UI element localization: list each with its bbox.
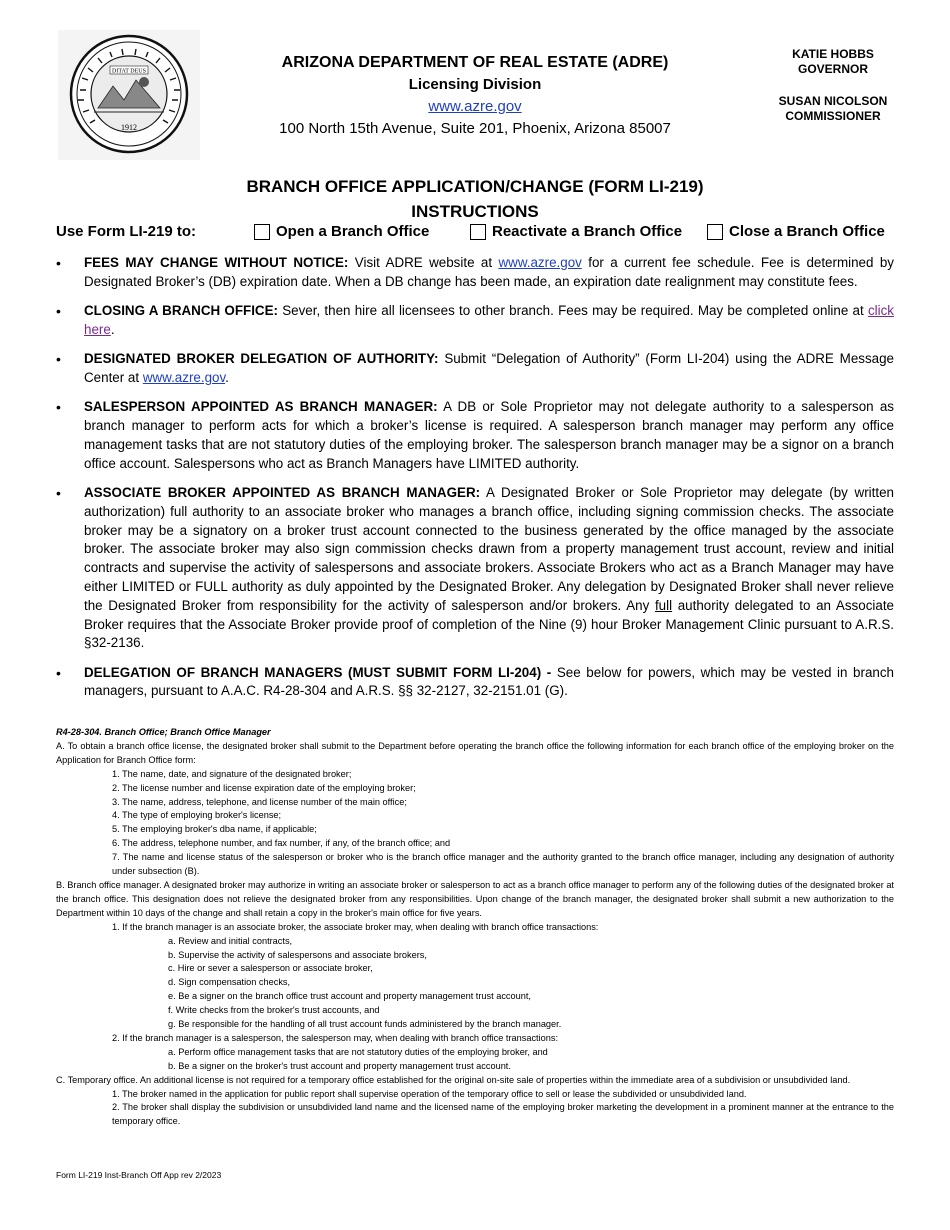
bullet-closing [56,302,894,340]
governor-title: GOVERNOR [797,62,868,76]
agency-address: 100 North 15th Avenue, Suite 201, Phoenix, Arizona 85007 [279,120,671,137]
rule-b1-item: a. Review and initial contracts, [168,935,293,946]
rule-a-item: 7. The name and license status of the salesperson or broker who is the branch office manager and the authority granted to the branch office manager, including any designation of authority under subsection (B). [112,852,894,877]
bullet-fees [56,254,894,292]
bullet-text: . [110,321,115,337]
full-emphasis: full [654,597,673,613]
option-close-branch[interactable] [707,223,885,240]
rule-b2-item: a. Perform office management tasks that are not statutory duties of the employing broker, and [168,1046,548,1057]
rule-b2: 2. If the branch manager is a salesperson, the salesperson may, when dealing with branch office transactions: [112,1032,559,1043]
use-form-row [56,223,906,245]
website-link[interactable]: www.azre.gov [428,98,522,115]
rule-section-b: B. Branch office manager. A designated broker may authorize in writing an associate broker or salesperson to act as a branch office manager to perform any of the following duties of the designated broker at the branch office. This designation does not relieve the designated broker from any responsibilities. Upon change of the branch manager, the designated broker shall submit a new authorization to the Department within 10 days of the change and shall retain a copy in the broker's main office for five years. [56,879,894,918]
option-open-branch[interactable] [254,223,429,240]
fees-website-link[interactable]: www.azre.gov [498,255,582,270]
rule-b1-item: b. Supervise the activity of salespersons and associate brokers, [168,949,427,960]
rule-title: R4-28-304. Branch Office; Branch Office Manager [56,727,271,737]
checkbox-reactivate-branch[interactable] [470,224,486,240]
bullet-icon: • [56,484,61,501]
bullet-associate [56,484,894,653]
commissioner-title: COMMISSIONER [785,109,881,123]
bullet-icon: • [56,255,61,271]
rule-r4-28-304 [56,726,894,1129]
rule-c-item: 2. The broker shall display the subdivision or unsubdivided land name and the licensed name of the employing broker marketing the development in a prominent manner at the entrance to the temporary office. [112,1102,894,1127]
commissioner-name: SUSAN NICOLSON [778,94,888,108]
instruction-bullets [56,254,894,712]
rule-b1-item: g. Be responsible for the handling of all trust account funds administered by the branch manager. [168,1019,562,1030]
click-here-link[interactable]: click here [84,303,894,337]
bullet-text: Submit “Delegation of Authority” (Form LI-204) using the ADRE Message Center at [84,351,894,385]
bullet-text: A DB or Sole Proprietor may not delegate authority to a salesperson as branch manager to perform acts for which a broker’s license is required. A salesperson branch manager may perform any office management tasks that are not statutory duties of the employing broker. The salesperson branch manager may be a signor on a branch office account. Salespersons who act as Branch Managers have LIMITED authority. [84,399,895,471]
use-form-lead: Use Form LI-219 to: [56,223,197,240]
option-reactivate-branch[interactable] [470,223,682,240]
rule-a-item: 5. The employing broker's dba name, if applicable; [112,824,317,835]
bullet-text: for a current fee schedule. Fee is determined by Designated Broker’s (DB) expiration date. When a DB change has been made, an expiration date realignment may constitute fees. [84,255,894,289]
form-title-line1: BRANCH OFFICE APPLICATION/CHANGE (FORM LI-219) [246,177,704,196]
rule-b1-item: f. Write checks from the broker's trust accounts, and [168,1005,380,1016]
message-center-link[interactable]: www.azre.gov [142,369,226,385]
governor-name: KATIE HOBBS [792,47,874,61]
rule-b1: 1. If the branch manager is an associate broker, the associate broker may, when dealing with branch office transactions: [112,921,599,932]
agency-header [250,52,700,140]
officials-block [760,47,906,124]
seal-motto: DITAT DEUS [112,68,146,75]
rule-b1-item: e. Be a signer on the branch office trust account and property management trust account, [168,991,531,1002]
checkbox-open-branch[interactable] [254,224,270,240]
bullet-heading: ASSOCIATE BROKER APPOINTED AS BRANCH MANAGER: [84,484,481,500]
rule-c-item: 1. The broker named in the application for public report shall supervise operation of the temporary office to sell or lease the subdivided or unsubdivided land. [112,1088,747,1099]
bullet-heading: DESIGNATED BROKER DELEGATION OF AUTHORITY: [84,351,439,367]
bullet-heading: FEES MAY CHANGE WITHOUT NOTICE: [84,255,349,270]
rule-section-c: C. Temporary office. An additional license is not required for a temporary office established for the original on-site sale of properties within the immediate area of a subdivision or unsubdivided land. [56,1074,851,1085]
seal-year: 1912 [121,123,137,132]
agency-name: ARIZONA DEPARTMENT OF REAL ESTATE (ADRE) [281,54,669,71]
bullet-managers [56,664,894,702]
form-title-line2: INSTRUCTIONS [411,202,539,221]
rule-b1-item: c. Hire or sever a salesperson or associate broker, [168,963,373,974]
checkbox-close-branch[interactable] [707,224,723,240]
bullet-heading: DELEGATION OF BRANCH MANAGERS (MUST SUBMIT FORM LI-204) - [84,664,552,680]
bullet-icon: • [56,303,61,320]
bullet-text: See below for powers, which may be vested in branch managers, pursuant to A.A.C. R4-28-304 and A.R.S. §§ 32-2127, 32-2151.01 (G). [84,664,894,699]
rule-b2-item: b. Be a signer on the broker's trust account and property management trust account. [168,1060,511,1071]
state-seal [58,30,200,160]
option-open-label: Open a Branch Office [276,223,430,240]
bullet-icon: • [56,399,61,416]
bullet-icon: • [56,664,61,681]
bullet-text: Sever, then hire all licensees to other branch. Fees may be required. May be completed online at [277,303,868,319]
bullet-heading: CLOSING A BRANCH OFFICE: [84,303,278,319]
division-name: Licensing Division [408,76,542,93]
rule-section-a: A. To obtain a branch office license, the designated broker shall submit to the Department before operating the branch office the following information for each branch office of the employing broker on the Application for Branch Office form: [56,740,894,765]
rule-a-item: 6. The address, telephone number, and fax number, if any, of the branch office; and [112,838,451,849]
rule-b1-item: d. Sign compensation checks, [168,977,291,988]
rule-a-item: 3. The name, address, telephone, and license number of the main office; [112,796,407,807]
bullet-text: authority delegated to an Associate Broker requires that the Associate Broker provide proof of completion of the Nine (9) hour Broker Management Clinic pursuant to A.R.S. §32-2136. [84,597,894,651]
bullet-delegation [56,350,894,388]
bullet-icon: • [56,351,61,368]
bullet-text: . [225,369,229,385]
form-title [0,174,950,224]
bullet-text: A Designated Broker or Sole Proprietor may delegate (by written authorization) full authority to an associate broker who manages a branch office, including signing commission checks. The associate broker may be a signatory on a broker trust account connected to the business generated by the office managed by the associate broker. The associate broker may also sign commission checks drawn from a property management trust account, review and initial contracts and supervise the activity of salespersons and associate brokers. Associate Brokers who act as a Branch Manager may have either LIMITED or FULL authority as duly appointed by the Designated Broker. Any delegation by Designated Broker shall never relieve the Designated Broker from responsibility for the activity of salesperson and/or brokers. Any [84,484,894,613]
option-reactivate-label: Reactivate a Branch Office [492,223,683,240]
rule-a-item: 4. The type of employing broker's license; [112,810,282,821]
option-close-label: Close a Branch Office [729,223,885,240]
rule-a-item: 2. The license number and license expiration date of the employing broker; [112,782,416,793]
bullet-text: Visit ADRE website at [348,255,499,270]
bullet-heading: SALESPERSON APPOINTED AS BRANCH MANAGER: [84,399,438,415]
bullet-salesperson [56,398,894,473]
rule-a-item: 1. The name, date, and signature of the designated broker; [112,768,352,779]
form-footer: Form LI-219 Inst-Branch Off App rev 2/2023 [56,1170,222,1180]
